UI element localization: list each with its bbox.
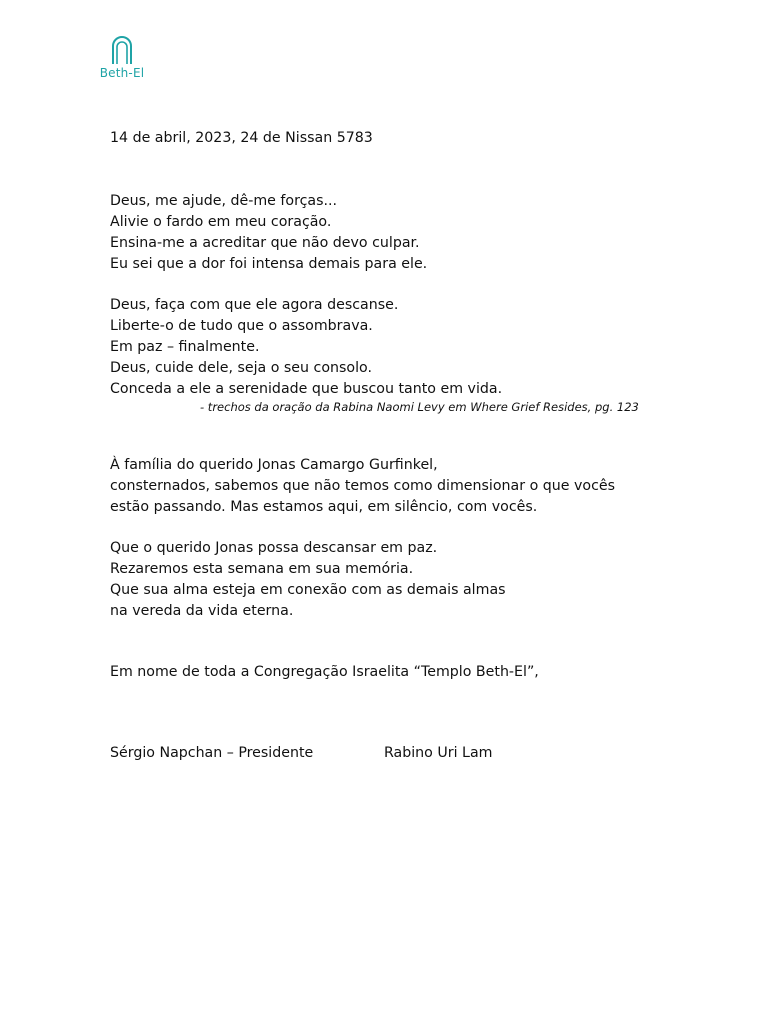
quote-line: Deus, me ajude, dê-me forças...	[110, 193, 338, 209]
family-message	[110, 455, 730, 518]
quote-line: Conceda a ele a serenidade que buscou tanto em vida.	[110, 381, 503, 397]
quote-line: Ensina-me a acreditar que não devo culpar.	[110, 235, 420, 251]
president-signature: Sérgio Napchan – Presidente	[110, 745, 314, 761]
beth-el-logo	[92, 36, 152, 80]
family-line: estão passando. Mas estamos aqui, em silêncio, com vocês.	[110, 499, 538, 515]
quote-line: Eu sei que a dor foi intensa demais para ele.	[110, 256, 428, 272]
congregation-line: Em nome de toda a Congregação Israelita “Templo Beth-El”,	[110, 664, 539, 680]
quote-citation: - trechos da oração da Rabina Naomi Levy em Where Grief Resides, pg. 123	[200, 400, 639, 414]
quote-line: Em paz – finalmente.	[110, 339, 260, 355]
rabbi-signature: Rabino Uri Lam	[384, 745, 493, 761]
date-line: 14 de abril, 2023, 24 de Nissan 5783	[110, 130, 373, 146]
logo-text: Beth-El	[99, 66, 145, 80]
quote-stanza-2	[110, 295, 730, 400]
prayer-quote	[110, 191, 730, 415]
prayer-line: na vereda da vida eterna.	[110, 603, 294, 619]
family-line: À família do querido Jonas Camargo Gurfinkel,	[110, 457, 438, 473]
prayer-line: Que o querido Jonas possa descansar em paz.	[110, 540, 438, 556]
quote-line: Deus, cuide dele, seja o seu consolo.	[110, 360, 372, 376]
signatures	[110, 743, 730, 764]
quote-line: Alivie o fardo em meu coração.	[110, 214, 332, 230]
prayer-line: Que sua alma esteja em conexão com as demais almas	[110, 582, 506, 598]
prayer-line: Rezaremos esta semana em sua memória.	[110, 561, 414, 577]
arch-icon	[111, 36, 133, 64]
letter-body	[110, 128, 730, 764]
quote-stanza-1	[110, 191, 730, 275]
memorial-prayer	[110, 538, 730, 622]
quote-line: Liberte-o de tudo que o assombrava.	[110, 318, 373, 334]
family-line: consternados, sabemos que não temos como dimensionar o que vocês	[110, 478, 615, 494]
quote-line: Deus, faça com que ele agora descanse.	[110, 297, 399, 313]
